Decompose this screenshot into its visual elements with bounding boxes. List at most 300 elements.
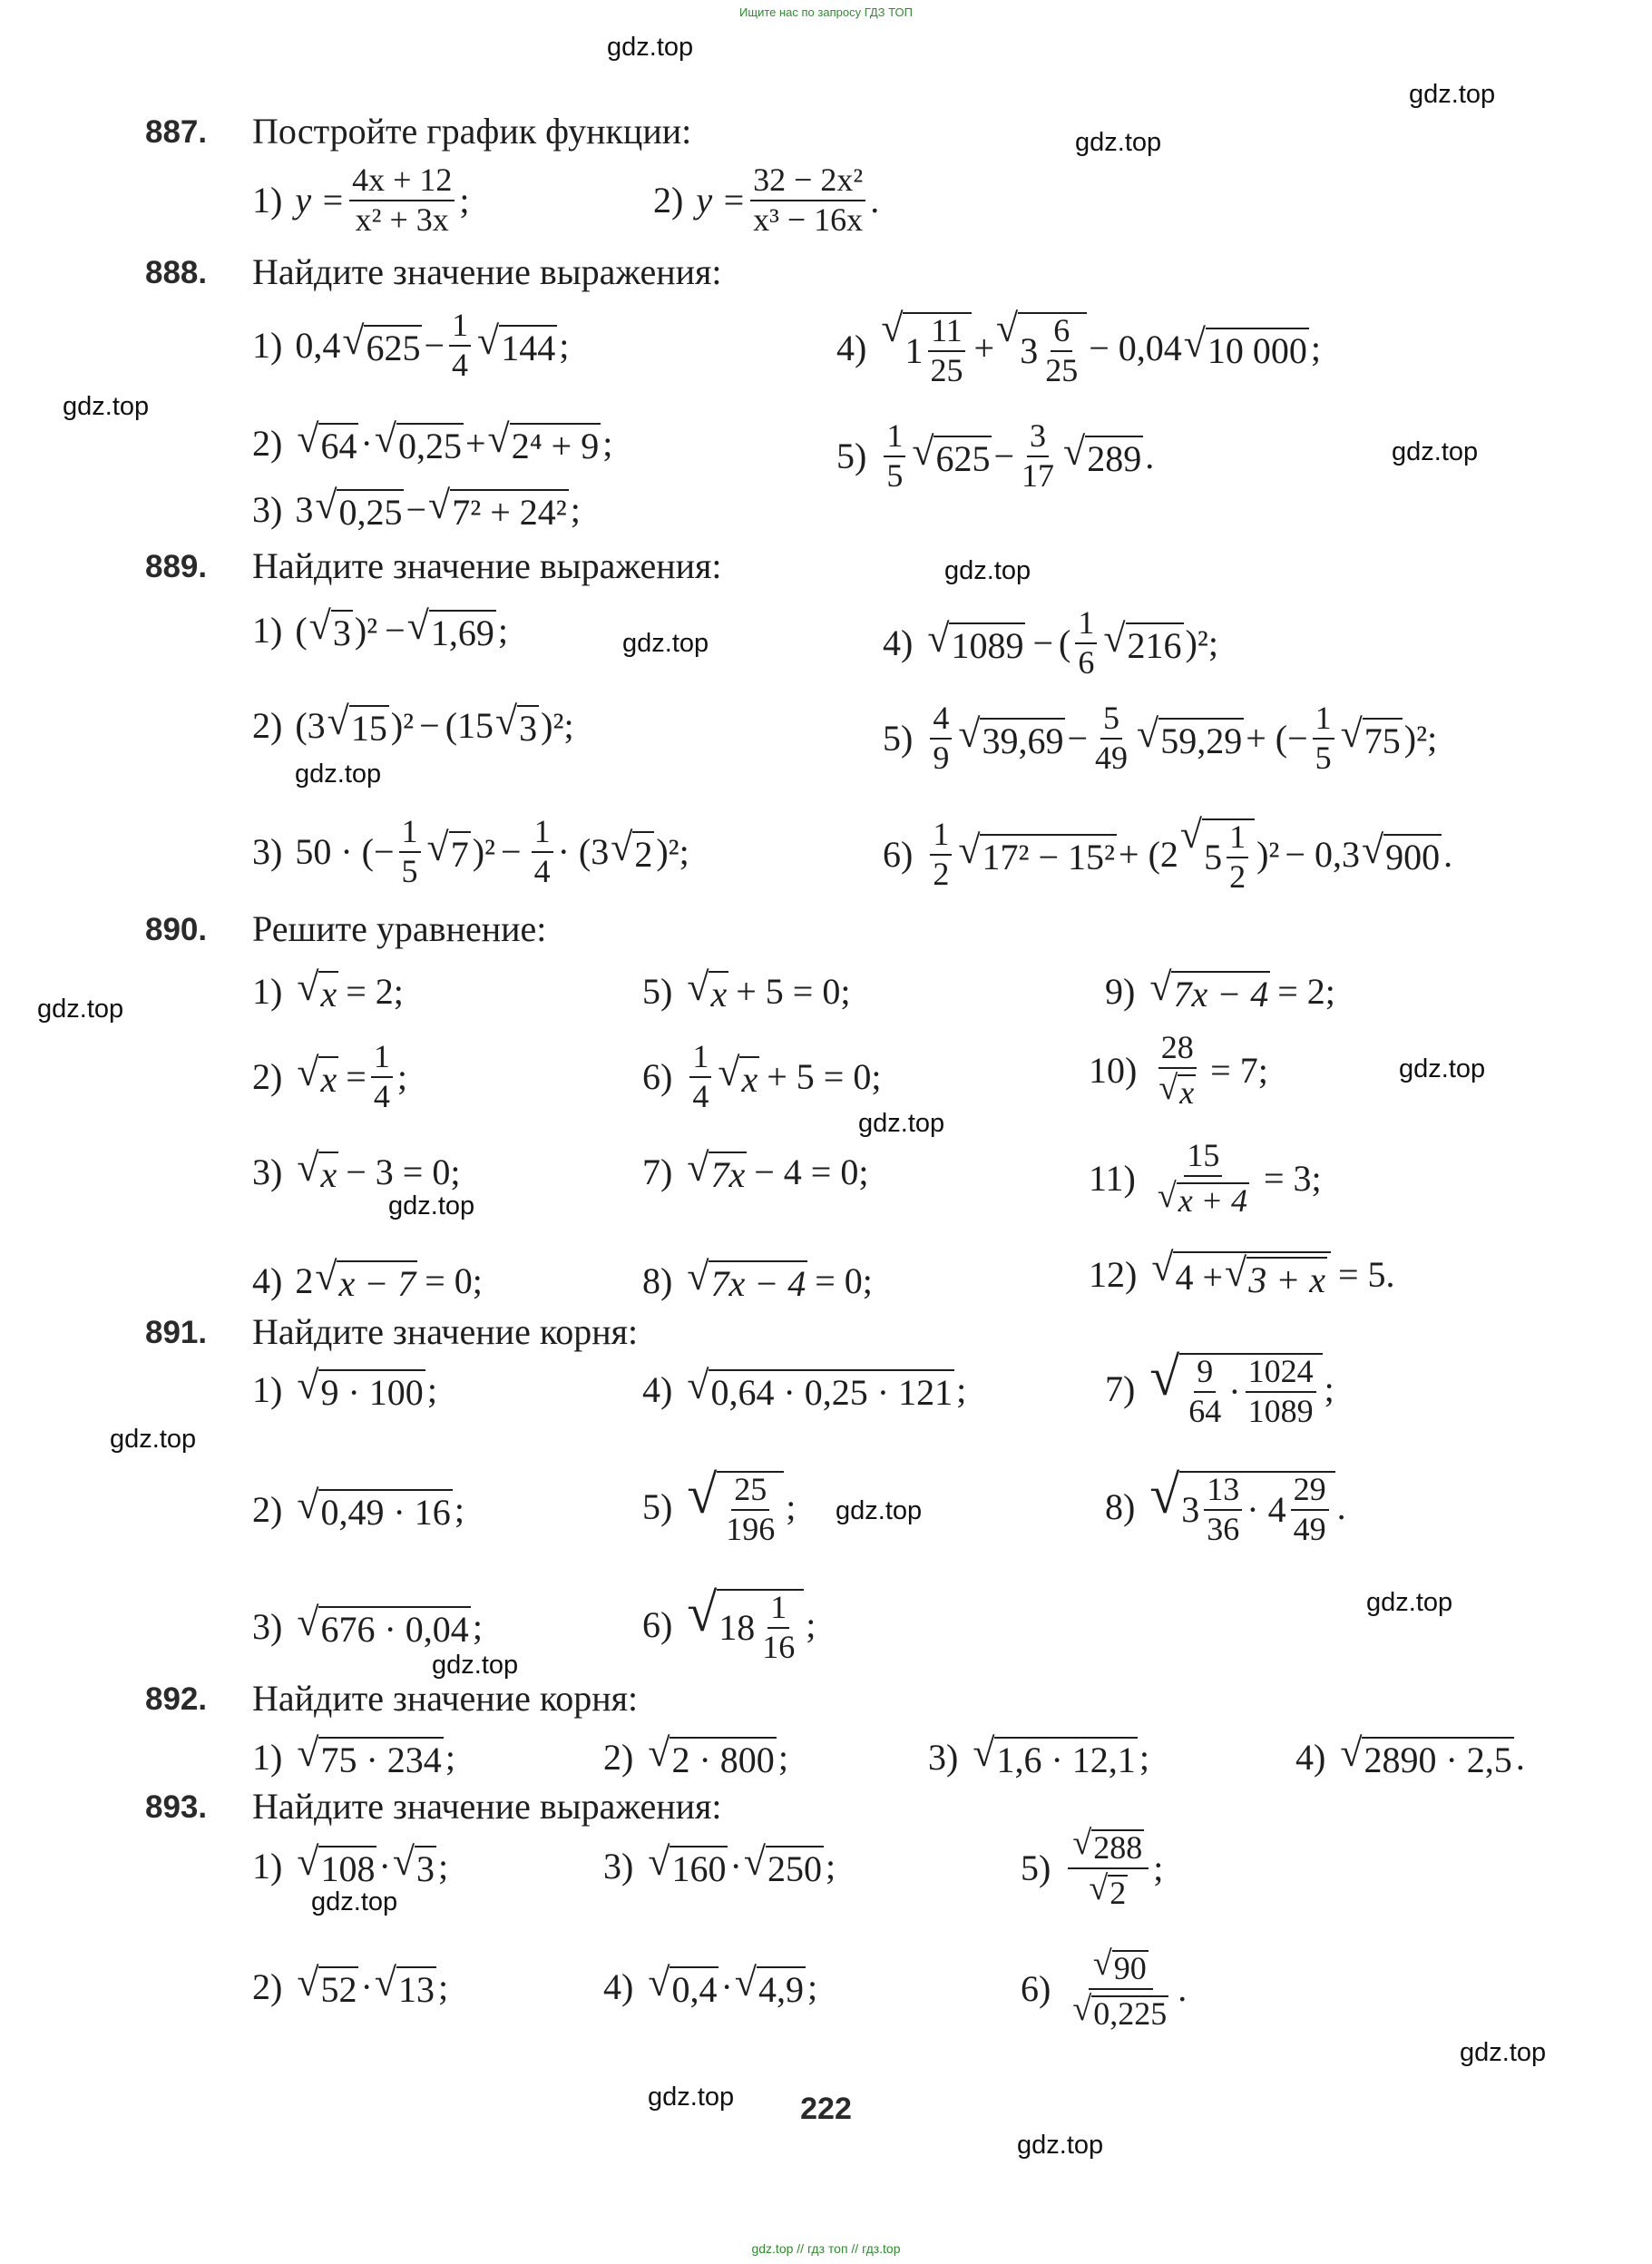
radicand: 7² + 24²	[450, 489, 569, 534]
radical-sign: √	[1149, 1465, 1180, 1524]
radicand: 900	[1383, 834, 1442, 878]
exercise-item	[252, 1839, 449, 1890]
fraction	[930, 818, 952, 892]
item-label: 4)	[883, 622, 914, 664]
fraction	[723, 1473, 777, 1547]
radical-sign: √	[1340, 1730, 1363, 1775]
item-label: 6)	[642, 1604, 673, 1646]
radicand: 625	[934, 436, 992, 480]
watermark: gdz.top	[622, 629, 709, 658]
radical	[1225, 1250, 1327, 1301]
expr-text: .	[1145, 436, 1155, 477]
radical-sign: √	[297, 1600, 319, 1644]
radicand: 676 · 0,04	[318, 1606, 470, 1651]
denominator: 9	[933, 739, 950, 776]
fraction	[1075, 606, 1097, 681]
denominator: 4	[452, 346, 469, 383]
expr-text: 2	[295, 1260, 314, 1301]
radical-sign: √	[687, 1363, 709, 1407]
exercise-item	[252, 485, 581, 534]
expr-text: )²	[1403, 718, 1428, 760]
item-label: 5)	[642, 1486, 673, 1528]
fraction	[759, 1591, 797, 1665]
radical	[327, 701, 389, 750]
radical-sign: √	[687, 965, 709, 1009]
numerator	[1068, 1826, 1149, 1869]
expr-text: )²	[1185, 622, 1208, 664]
numerator: 3	[1027, 419, 1049, 457]
expr-text: ·	[729, 1846, 742, 1887]
radical	[927, 616, 1025, 667]
item-label: 2)	[252, 1056, 283, 1098]
radical	[1158, 1068, 1196, 1111]
expr-text: ;	[459, 180, 470, 221]
expr-text: · 4	[1246, 1489, 1286, 1531]
radicand: 3	[331, 610, 353, 654]
radical	[1089, 1868, 1128, 1911]
expr-text: +	[464, 423, 486, 464]
numerator: 15	[1184, 1139, 1222, 1177]
expr-text: = 7;	[1210, 1050, 1268, 1092]
fraction	[1186, 1355, 1224, 1429]
radical	[297, 1602, 470, 1651]
radicand	[1179, 1471, 1334, 1547]
expr-text: ;	[806, 1966, 818, 2007]
watermark: gdz.top	[311, 1887, 398, 1916]
radical-sign: √	[428, 483, 451, 527]
denominator: 4	[533, 852, 551, 889]
fraction	[1042, 314, 1080, 388]
radical-sign: √	[1340, 711, 1363, 757]
numerator: 1	[884, 419, 905, 457]
radical-sign: √	[297, 1839, 319, 1884]
radicand	[717, 1589, 804, 1665]
radical-sign: √	[687, 1145, 709, 1190]
radicand: 3	[517, 705, 539, 750]
radical-sign: √	[927, 616, 950, 662]
exercise-item	[642, 967, 850, 1015]
radicand: 13	[396, 1966, 436, 2011]
radicand: 0,25	[337, 489, 404, 534]
radical-sign: √	[1158, 1068, 1178, 1107]
expr-text: ;	[1310, 328, 1322, 369]
radical-sign: √	[734, 1960, 757, 2004]
radical	[297, 1960, 358, 2011]
radical	[297, 1839, 376, 1890]
radicand	[903, 312, 972, 388]
fraction	[1153, 1139, 1254, 1219]
radical	[1340, 711, 1403, 762]
radicand: 2	[632, 831, 654, 876]
radical-sign: √	[297, 1483, 319, 1527]
radicand: 216	[1126, 622, 1184, 667]
denominator: 49	[1095, 739, 1129, 776]
expr-text: − 0,04	[1089, 328, 1182, 369]
expr-text: )²	[354, 610, 378, 651]
numerator: 1	[371, 1040, 393, 1078]
item-label: 5)	[642, 971, 673, 1012]
radical	[687, 1254, 807, 1305]
exercise-item	[252, 419, 612, 467]
exercise-item	[642, 1254, 873, 1305]
radical	[1072, 1826, 1144, 1866]
radical-sign: √	[297, 1730, 319, 1775]
radical-sign: √	[1063, 429, 1086, 475]
expr-text: ;	[786, 1486, 797, 1528]
expr-text: −	[1067, 718, 1089, 760]
denominator: 17	[1022, 456, 1055, 494]
radicand: 0,25	[396, 423, 464, 467]
expr-text: ;	[497, 610, 508, 651]
expr-text: − 3 = 0;	[346, 1152, 461, 1192]
fraction	[1154, 1031, 1200, 1111]
radical	[1183, 321, 1309, 372]
expr-text: ;	[602, 423, 613, 464]
denominator: 36	[1207, 1510, 1240, 1547]
expr-text: 0,4	[295, 325, 341, 367]
radical-sign: √	[297, 1363, 319, 1407]
radicand: x + 4	[1178, 1181, 1247, 1219]
radicand: 2 · 800	[670, 1737, 776, 1781]
radicand: 52	[318, 1966, 358, 2011]
fraction	[449, 309, 471, 383]
fraction	[1246, 1355, 1316, 1429]
radical	[1137, 711, 1244, 762]
radical	[881, 306, 972, 388]
radical	[1093, 1946, 1149, 1986]
expr-text: − 4 = 0;	[754, 1152, 869, 1192]
problem-number: 893.	[145, 1789, 208, 1825]
radicand: 3	[415, 1846, 436, 1890]
item-label: 10)	[1089, 1050, 1138, 1092]
exercise-item	[642, 1145, 869, 1196]
expr-text: .	[1178, 1968, 1188, 2010]
exercise-item	[1105, 1349, 1334, 1429]
radical-sign: √	[687, 1465, 718, 1524]
expr-text: ·	[360, 1966, 373, 2007]
radical-sign: √	[1089, 1868, 1109, 1907]
radical	[297, 967, 338, 1015]
radical	[734, 1960, 806, 2011]
item-label: 3)	[252, 831, 283, 873]
radical	[297, 1050, 338, 1101]
expr-text: ;	[1139, 1737, 1149, 1778]
numerator: 1	[1313, 701, 1334, 740]
radical-sign: √	[426, 825, 449, 870]
denominator: 6	[1078, 643, 1095, 681]
exercise-item	[252, 815, 689, 889]
radicand: 9 · 100	[318, 1369, 425, 1414]
exercise-item	[252, 603, 508, 654]
item-label: 9)	[1105, 971, 1136, 1012]
fraction	[1313, 701, 1334, 776]
numerator: 6	[1051, 314, 1072, 352]
radical-sign: √	[1072, 1989, 1092, 2028]
radical-sign: √	[1157, 1176, 1177, 1215]
exercise-item	[252, 1485, 464, 1534]
radicand: 160	[670, 1846, 728, 1890]
fraction	[1068, 1946, 1173, 2032]
expr-text: =	[346, 1056, 367, 1098]
radical	[297, 1485, 452, 1534]
exercise-item	[252, 701, 574, 750]
watermark: gdz.top	[110, 1425, 197, 1454]
radical	[611, 825, 654, 876]
radical-sign: √	[315, 1254, 337, 1299]
radical-sign: √	[495, 699, 518, 743]
radicand: x	[318, 1056, 338, 1101]
radical	[315, 485, 404, 534]
item-label: 1)	[252, 1846, 283, 1887]
watermark: gdz.top	[295, 760, 382, 789]
radical	[1179, 812, 1255, 895]
radical	[406, 603, 496, 654]
item-label: 5)	[883, 718, 914, 760]
item-label: 3)	[252, 1152, 283, 1192]
watermark: gdz.top	[1409, 80, 1496, 109]
exercise-item	[836, 306, 1322, 388]
expr-text: )²	[1256, 834, 1280, 876]
exercise-item	[603, 1960, 818, 2011]
expr-text: y =	[295, 180, 346, 221]
expr-text: −	[419, 705, 440, 746]
numerator	[1089, 1946, 1153, 1990]
radical	[718, 1050, 759, 1101]
radical	[315, 1254, 417, 1305]
item-label: 4)	[603, 1966, 634, 2007]
exercise-item	[1089, 1031, 1268, 1111]
expr-text: ;	[1427, 718, 1438, 760]
radical	[342, 321, 422, 369]
radical	[912, 429, 992, 480]
radical-sign: √	[996, 306, 1019, 350]
fraction	[689, 1040, 711, 1114]
radical	[495, 701, 539, 750]
radical-sign: √	[973, 1730, 995, 1775]
whole-part: 1	[904, 330, 924, 372]
expr-text: +	[973, 328, 995, 369]
radical	[1072, 1989, 1168, 2032]
radicand: 75 · 234	[318, 1737, 443, 1781]
expr-text: −	[1032, 622, 1054, 664]
exercise-item	[1021, 1826, 1163, 1911]
radicand: x	[709, 971, 728, 1015]
radicand: 7x − 4	[709, 1260, 807, 1305]
item-label: 8)	[1105, 1486, 1136, 1528]
radical	[687, 1467, 784, 1547]
expr-text: (	[1059, 622, 1071, 664]
expr-text: = 2;	[1277, 971, 1335, 1012]
denominator	[1068, 1990, 1173, 2032]
radicand: x − 7	[337, 1260, 417, 1305]
radicand: 0,225	[1093, 1994, 1168, 2032]
radical-sign: √	[406, 603, 429, 648]
watermark: gdz.top	[1017, 2131, 1104, 2160]
item-label: 4)	[1295, 1737, 1326, 1778]
exercise-item	[1089, 1245, 1395, 1301]
expr-text: ;	[445, 1737, 455, 1778]
denominator: 196	[726, 1510, 776, 1547]
bottom-banner: gdz.top // гдз топ // гдз.top	[751, 2241, 901, 2256]
expr-text: 50 · (−	[295, 831, 395, 873]
radicand: 625	[364, 325, 422, 369]
expr-text: ·	[1228, 1371, 1241, 1413]
item-label: 2)	[252, 1966, 283, 2007]
radical-sign: √	[315, 483, 337, 527]
expr-text: (	[295, 610, 308, 651]
expr-text: ;	[1324, 1368, 1334, 1410]
radical-sign: √	[1092, 1945, 1112, 1983]
radical	[392, 1839, 436, 1890]
radicand: 39,69	[980, 718, 1065, 762]
radicand: 2⁴ + 9	[510, 423, 601, 467]
numerator: 4	[930, 701, 952, 740]
watermark: gdz.top	[63, 392, 150, 421]
radical-sign: √	[611, 825, 633, 870]
radicand: 250	[766, 1846, 824, 1890]
expr-text: ;	[454, 1489, 464, 1530]
item-label: 3)	[603, 1846, 634, 1887]
fraction	[1092, 701, 1130, 776]
expr-text: )²	[472, 831, 495, 873]
denominator: 4	[373, 1077, 390, 1114]
radical	[375, 419, 464, 467]
fraction	[1019, 419, 1057, 494]
radical	[648, 1960, 718, 2011]
radicand: 75	[1363, 718, 1403, 762]
expr-text: (3	[295, 705, 326, 746]
radical	[1362, 830, 1442, 878]
radical	[308, 603, 353, 654]
radical-sign: √	[958, 828, 981, 873]
radical-sign: √	[477, 319, 500, 364]
exercise-item	[642, 1585, 816, 1665]
radicand: 144	[499, 325, 557, 369]
radical	[743, 1839, 824, 1890]
radical-sign: √	[1151, 1245, 1174, 1289]
expr-text: −	[385, 610, 406, 651]
radicand: 0,4	[670, 1966, 718, 2011]
radicand: 90	[1113, 1950, 1147, 1986]
radical-sign: √	[1225, 1250, 1247, 1295]
whole-part: 5	[1204, 837, 1223, 878]
radical-sign: √	[912, 429, 934, 475]
expr-text: ;	[559, 325, 570, 367]
radicand: x	[1179, 1073, 1195, 1111]
watermark: gdz.top	[1392, 437, 1479, 466]
watermark: gdz.top	[607, 33, 694, 62]
exercise-item	[252, 1363, 437, 1414]
expr-text: −	[424, 325, 445, 367]
exercise-item	[252, 309, 569, 383]
exercise-item	[252, 1602, 483, 1651]
expr-text: ;	[806, 1604, 816, 1646]
item-label: 7)	[642, 1152, 673, 1192]
expr-text: · (3	[557, 831, 610, 873]
radical	[374, 1960, 436, 2011]
item-label: 3)	[928, 1737, 959, 1778]
radical	[477, 321, 557, 369]
radicand: 0,49 · 16	[318, 1489, 452, 1534]
radical-sign: √	[297, 965, 319, 1009]
radical	[297, 1145, 338, 1196]
expr-text: 4 +	[1175, 1257, 1224, 1298]
exercise-item	[883, 606, 1218, 681]
expr-text: + (−	[1246, 718, 1308, 760]
expr-text: ;	[426, 1369, 437, 1410]
radicand: 289	[1085, 436, 1143, 480]
radical-sign: √	[342, 319, 365, 364]
expr-text: −	[501, 831, 522, 873]
numerator: 25	[731, 1473, 769, 1511]
radical	[1149, 967, 1270, 1015]
denominator: 64	[1188, 1392, 1222, 1429]
item-label: 2)	[603, 1737, 634, 1778]
fraction	[1204, 1473, 1242, 1547]
expr-text: = 0;	[425, 1260, 483, 1301]
item-label: 1)	[252, 1369, 283, 1410]
item-label: 6)	[642, 1056, 673, 1098]
radical	[973, 1730, 1137, 1781]
radical	[428, 485, 569, 534]
watermark: gdz.top	[648, 2083, 735, 2112]
radical-sign: √	[1183, 321, 1206, 367]
problem-title: Найдите значение корня:	[252, 1311, 639, 1352]
radical	[1103, 616, 1183, 667]
expr-text: ;	[437, 1966, 449, 2007]
denominator: 2	[1229, 858, 1246, 895]
radical	[297, 1730, 443, 1781]
radical	[648, 1730, 776, 1781]
radical-sign: √	[718, 1050, 740, 1095]
exercise-item	[252, 967, 404, 1015]
item-label: 12)	[1089, 1254, 1138, 1295]
exercise-item	[252, 1040, 407, 1114]
problem-title: Найдите значение выражения:	[252, 545, 722, 586]
item-label: 4)	[252, 1260, 283, 1301]
radical	[426, 825, 471, 876]
item-label: 4)	[642, 1369, 673, 1410]
problem-title: Постройте график функции:	[252, 111, 692, 152]
radical-sign: √	[648, 1960, 670, 2004]
item-label: 1)	[252, 1737, 283, 1778]
radical-sign: √	[881, 306, 904, 350]
problem-number: 890.	[145, 912, 208, 947]
expr-text: .	[1336, 1486, 1346, 1528]
radical	[958, 830, 1117, 878]
expr-text: y =	[696, 180, 747, 221]
radical-sign: √	[687, 1254, 709, 1299]
radicand: 7x	[709, 1152, 747, 1196]
expr-text: ;	[437, 1846, 449, 1887]
radicand: 7x − 4	[1171, 971, 1270, 1015]
item-label: 1)	[252, 180, 283, 221]
problem-number: 889.	[145, 549, 208, 584]
radicand: 64	[318, 423, 358, 467]
radical-sign: √	[297, 417, 319, 461]
radical-sign: √	[648, 1730, 670, 1775]
expr-text: )²	[656, 831, 679, 873]
fraction	[399, 815, 421, 889]
item-label: 11)	[1089, 1158, 1136, 1200]
exercise-item	[642, 1040, 881, 1114]
radicand: 15	[349, 705, 389, 750]
whole-part: 3	[1181, 1489, 1200, 1531]
exercise-item	[836, 419, 1154, 494]
radicand	[1202, 818, 1255, 895]
radical-sign: √	[1137, 711, 1159, 757]
radical	[996, 306, 1087, 388]
